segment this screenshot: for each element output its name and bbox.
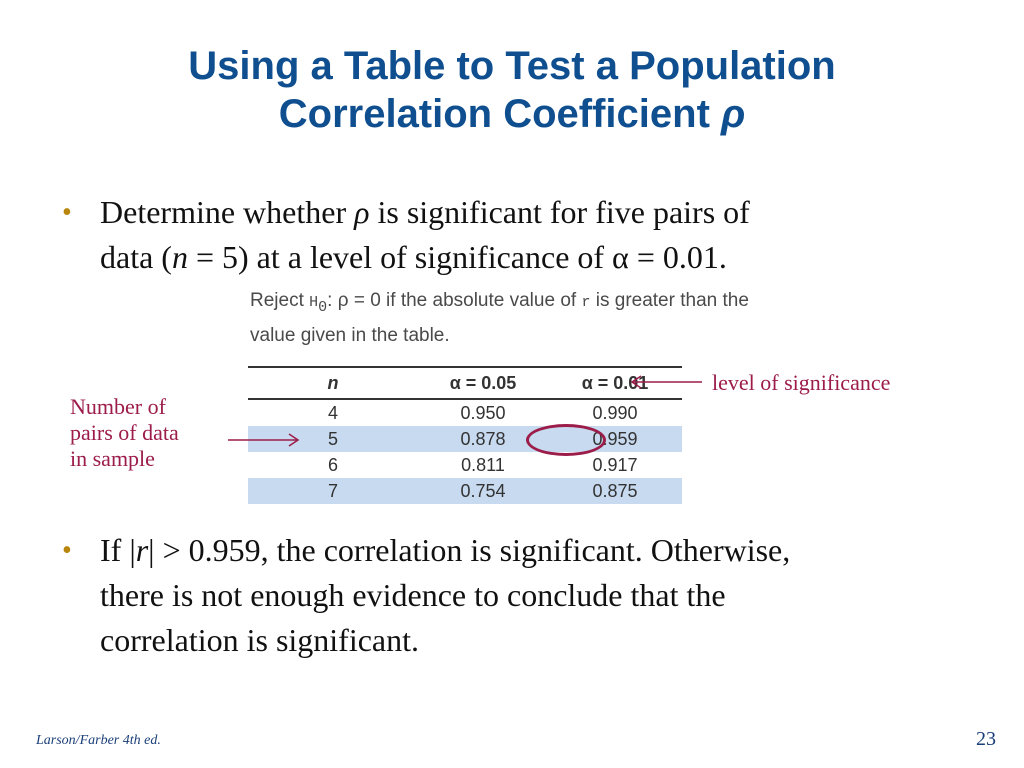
bullet2-text-a: If | — [100, 532, 136, 568]
table-note-line-1 — [250, 287, 749, 322]
bullet2-text-b: | > 0.959, the correlation is significant. Otherwise, — [148, 532, 791, 568]
cell-alpha-005: 0.754 — [460, 480, 506, 501]
cell-alpha-001: 0.875 — [592, 480, 638, 501]
cell-alpha-001: 0.917 — [592, 454, 638, 475]
bullet-marker: • — [62, 535, 72, 566]
bullet-conclusion-text — [100, 528, 962, 663]
table-header-row — [248, 367, 682, 399]
cell-alpha-005: 0.811 — [461, 454, 505, 475]
bullet1-text-a: Determine whether — [100, 194, 355, 230]
header-alpha-001: α = 0.01 — [581, 372, 649, 393]
bullet-conclusion-line-2: there is not enough evidence to conclude that the — [100, 577, 726, 613]
cell-n: 4 — [327, 402, 338, 423]
cell-n: 7 — [327, 480, 338, 501]
bullet-marker: • — [62, 197, 72, 228]
bullet1-rho: ρ — [354, 194, 370, 230]
cell-alpha-001: 0.990 — [592, 402, 638, 423]
pairs-label-line-3: in sample — [70, 446, 155, 471]
bullet-determine-text — [100, 190, 962, 280]
highlight-circle — [526, 424, 606, 456]
critical-values-table — [248, 366, 682, 504]
note-h-sub: 0 — [318, 298, 328, 316]
bullet-conclusion-line-3: correlation is significant. — [100, 622, 420, 658]
cell-alpha-001-highlighted: 0.959 — [592, 428, 638, 449]
table-row — [248, 452, 682, 478]
bullet-determine-line-2 — [100, 235, 962, 280]
pairs-label-line-1: Number of — [70, 394, 166, 419]
slide-title — [0, 42, 1024, 138]
pairs-label-line-2: pairs of data — [70, 420, 179, 445]
cell-n: 5 — [327, 428, 338, 449]
pairs-label — [70, 394, 179, 472]
page-number: 23 — [976, 728, 996, 750]
title-line-2-text: Correlation Coefficient — [278, 92, 722, 136]
note-h: H — [309, 294, 319, 311]
table-note-line-2: value given in the table. — [250, 324, 450, 346]
note-text-b: : ρ = 0 if the absolute value of — [327, 290, 582, 311]
bullet-determine — [62, 190, 962, 280]
bullet2-r: r — [135, 532, 149, 568]
table-row — [248, 399, 682, 426]
level-of-significance-label: level of significance — [712, 370, 891, 395]
title-line-2 — [0, 90, 1024, 138]
table-note — [250, 287, 749, 350]
bullet-conclusion-line-1 — [100, 528, 962, 573]
level-arrow-icon — [628, 372, 704, 392]
cell-n: 6 — [327, 454, 338, 475]
note-text-c: is greater than the — [590, 290, 749, 311]
title-line-1: Using a Table to Test a Population — [188, 44, 836, 88]
table-row — [248, 478, 682, 504]
bullet-determine-line-1 — [100, 190, 962, 235]
bullet-conclusion — [62, 528, 962, 663]
header-alpha-005: α = 0.05 — [449, 372, 517, 393]
header-n: n — [327, 372, 339, 393]
pairs-arrow-icon — [226, 430, 302, 450]
note-r: r — [581, 294, 591, 311]
title-rho-symbol: ρ — [721, 92, 746, 136]
bullet1-n: n — [171, 239, 188, 275]
note-text-a: Reject — [250, 290, 310, 311]
cell-alpha-005: 0.878 — [460, 428, 506, 449]
bullet1-text-c: data ( — [100, 239, 172, 275]
table-row — [248, 426, 682, 452]
cell-alpha-005: 0.950 — [460, 402, 506, 423]
bullet1-text-b: is significant for five pairs of — [369, 194, 750, 230]
bullet1-text-d: = 5) at a level of significance of α = 0.01. — [187, 239, 727, 275]
footer-source: Larson/Farber 4th ed. — [36, 733, 161, 748]
